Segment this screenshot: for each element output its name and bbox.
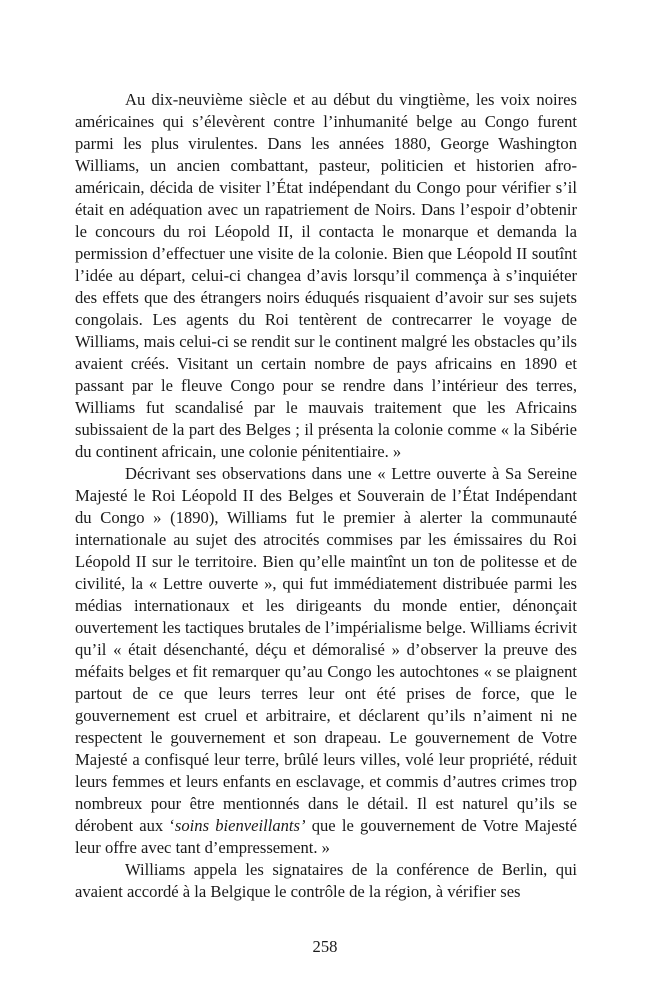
body-text [75, 89, 577, 903]
page-number: 258 [312, 937, 338, 956]
paragraph-2 [75, 463, 577, 859]
paragraph-1-text: Au dix-neuvième siècle et au début du vingtième, les voix noires américaines qui s’élevèrent contre l’inhumanité belge au Congo furent parmi les plus virulentes. Dans les années 1880, George Washington Williams, un ancien combattant, pasteur, politicien et historien afro-américain, décida de visiter l’État indépendant du Congo pour vérifier s’il était en adéquation avec un rapatriement de Noirs. Dans l’espoir d’obtenir le concours du roi Léopold II, il contacta le monarque et demanda la permission d’effectuer une visite de la colonie. Bien que Léopold II soutînt l’idée au départ, celui-ci changea d’avis lorsqu’il commença à s’inquiéter des effets que des étrangers noirs éduqués risquaient d’avoir sur ses sujets congolais. Les agents du Roi tentèrent de contrecarrer le voyage de Williams, mais celui-ci se rendit sur le continent malgré les obstacles qu’ils avaient créés. Visitant un certain nombre de pays africains en 1890 et passant par le fleuve Congo pour se rendre dans l’intérieur des terres, Williams fut scandalisé par le mauvais traitement que les Africains subissaient de la part des Belges ; il présenta la colonie comme « la Sibérie du continent africain, une colonie pénitentiaire. » [75, 90, 577, 461]
paragraph-2-text-b: que le gouvernement de Votre Majesté leur offre avec tant d’empressement. » [75, 816, 577, 857]
paragraph-3 [75, 859, 577, 903]
paragraph-2-text-a: Décrivant ses observations dans une « Lettre ouverte à Sa Sereine Majesté le Roi Léopold II des Belges et Souverain de l’État Indépendant du Congo » (1890), Williams fut le premier à alerter la communauté internationale au sujet des atrocités commises par les émissaires du Roi Léopold II sur le territoire. Bien qu’elle maintînt un ton de politesse et de civilité, la « Lettre ouverte », qui fut immédiatement distribuée parmi les médias internationaux et les dirigeants du monde entier, dénonçait ouvertement les tactiques brutales de l’impérialisme belge. Williams écrivit qu’il « était désenchanté, déçu et démoralisé » d’observer la preuve des méfaits belges et fit remarquer qu’au Congo les autochtones « se plaignent partout de ce que leurs terres leur ont été prises de force, que le gouvernement est cruel et arbitraire, et déclarent qu’ils n’aiment ni ne respectent le gouvernement et son drapeau. Le gouvernement de Votre Majesté a confisqué leur terre, brûlé leurs villes, volé leur propriété, réduit leurs femmes et leurs enfants en esclavage, et commis d’autres crimes trop nombreux pour être mentionnés dans le détail. Il est naturel qu’ils se dérobent aux ‘ [75, 464, 577, 835]
paragraph-2-italic-phrase: soins bienveillants’ [174, 816, 306, 835]
paragraph-1 [75, 89, 577, 463]
paragraph-3-text: Williams appela les signataires de la conférence de Berlin, qui avaient accordé à la Belgique le contrôle de la région, à vérifier ses [75, 860, 577, 901]
